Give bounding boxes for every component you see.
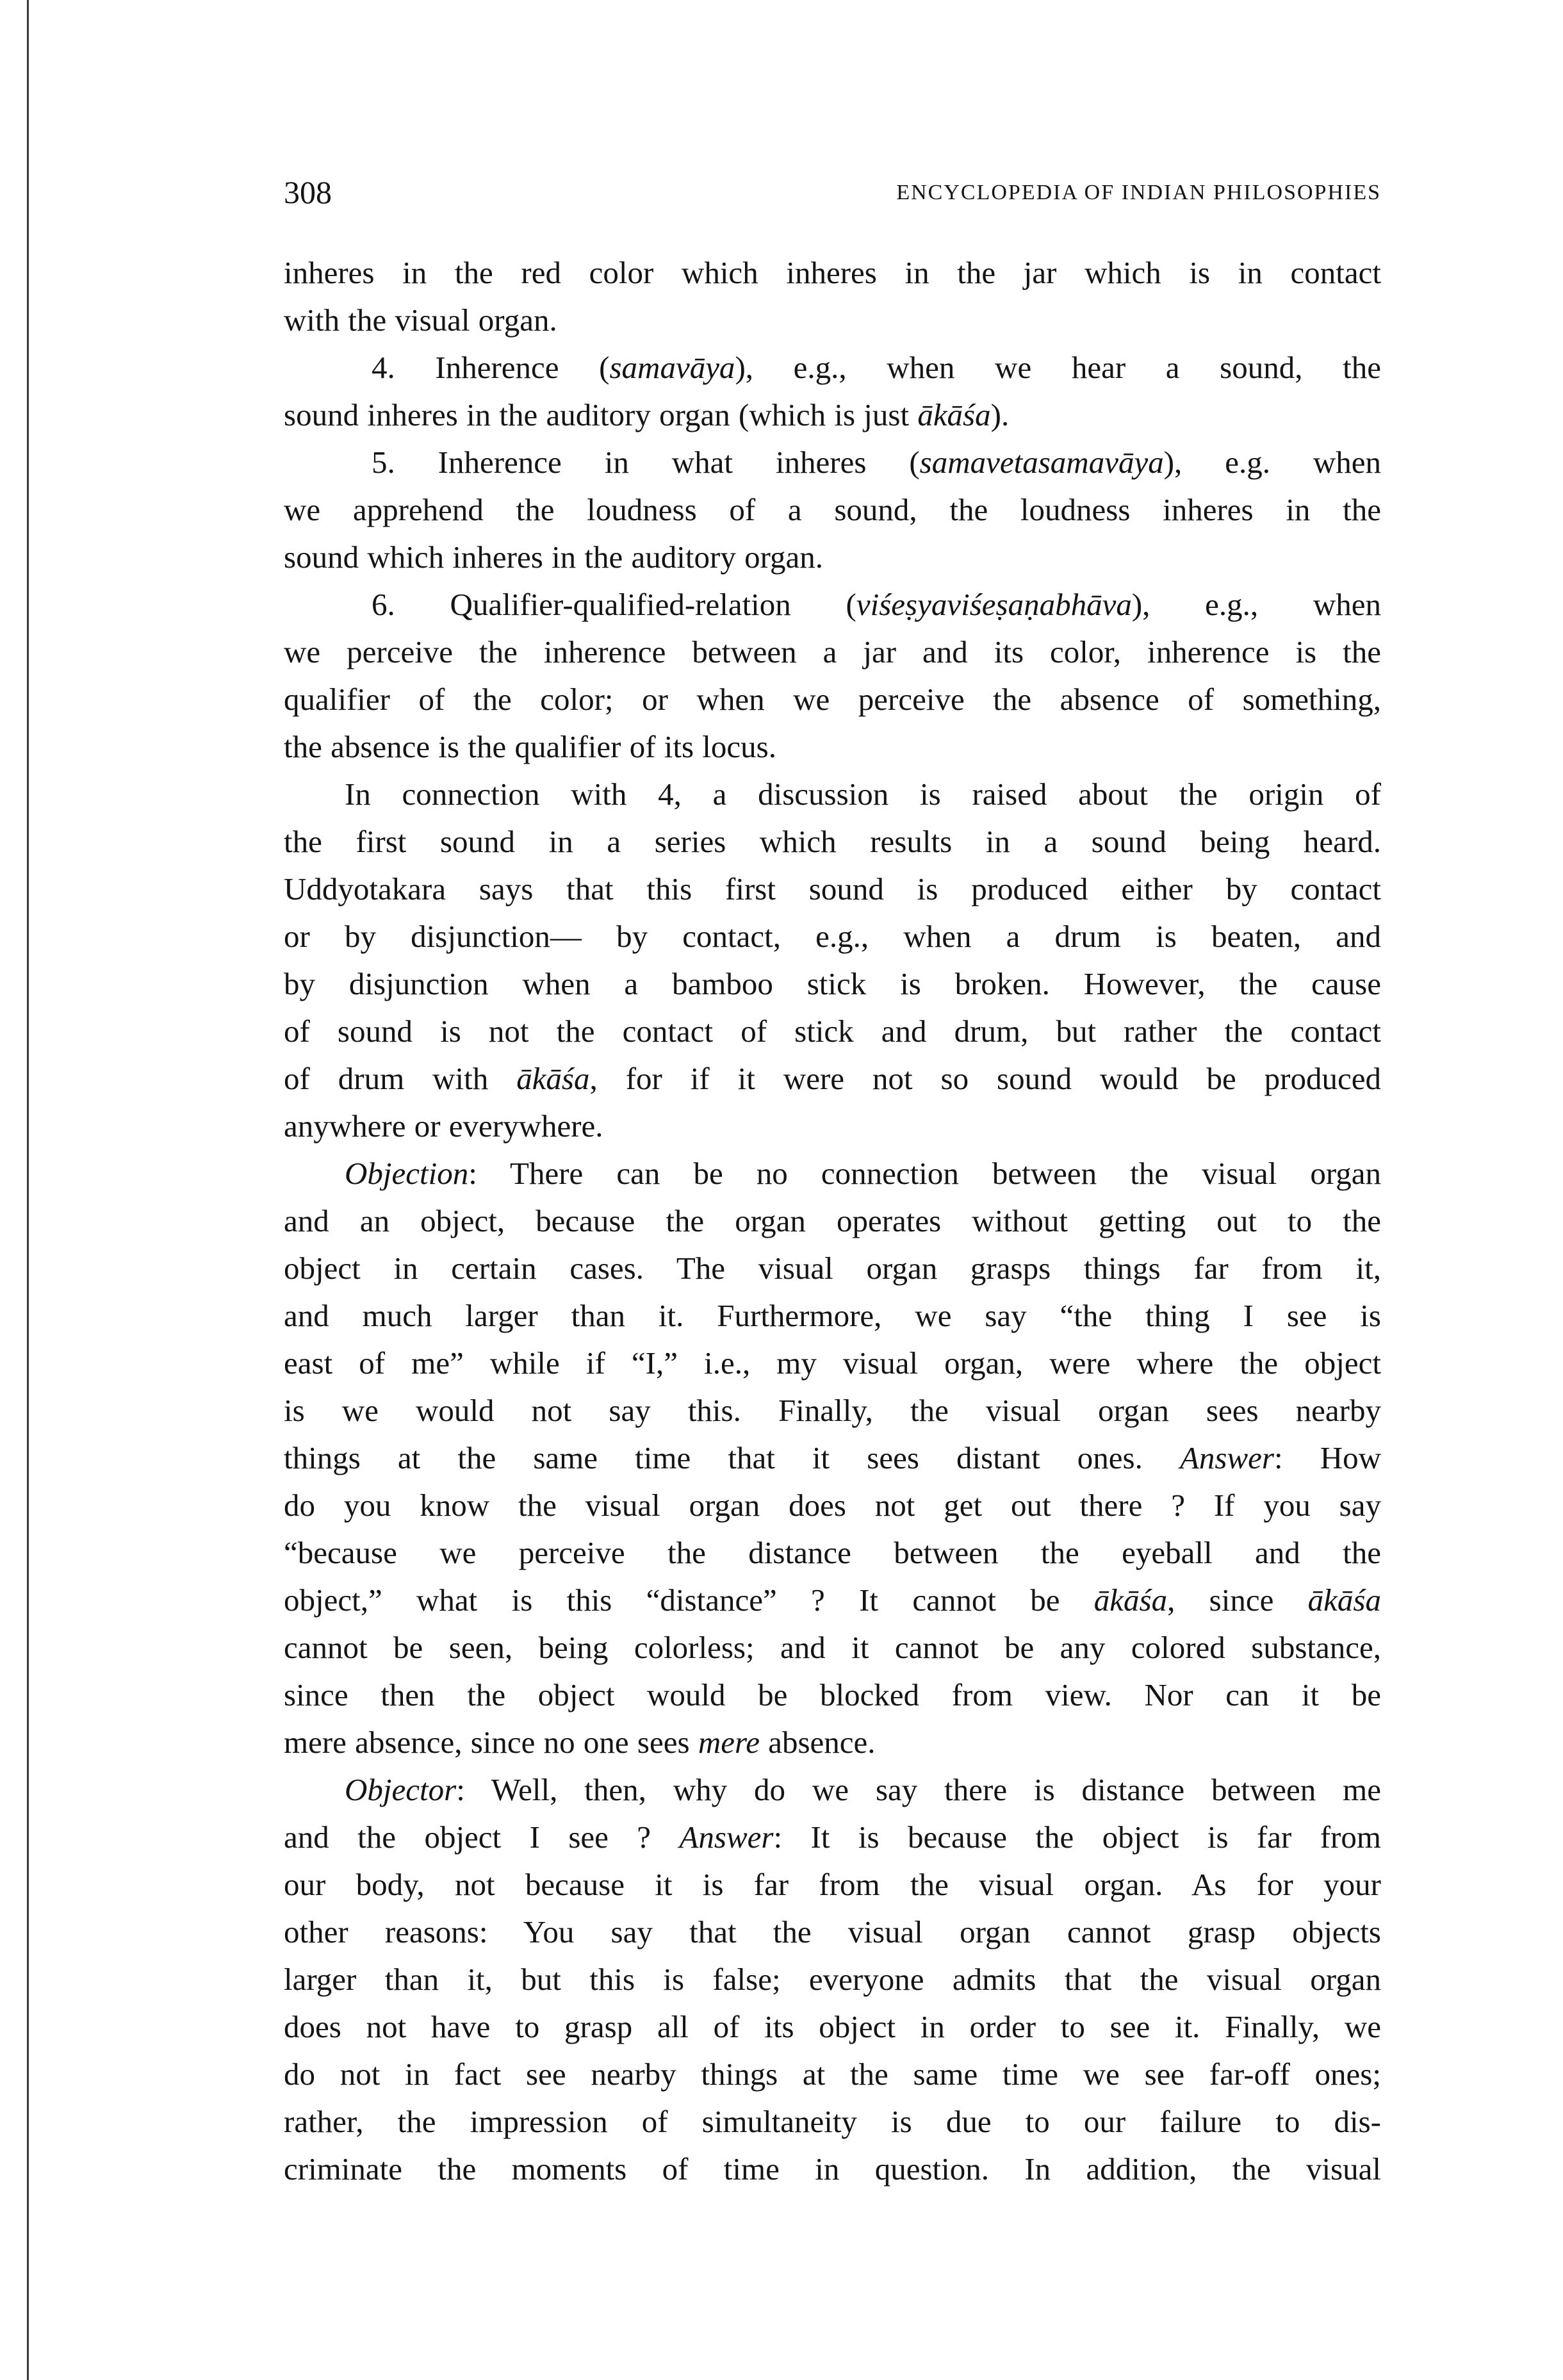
text-line — [284, 391, 1381, 439]
italic-term: ākāśa — [516, 1061, 590, 1096]
italic-term: ākāśa — [917, 397, 991, 432]
body-text — [284, 249, 1381, 2193]
text-line — [284, 1908, 1381, 1956]
text-run: ), e.g., when — [1131, 587, 1381, 622]
italic-term: ākāśa — [1093, 1582, 1168, 1618]
text-run: : There can be no connection between the visual organ — [468, 1156, 1381, 1191]
italic-term: samavāya — [609, 350, 735, 385]
text-line — [284, 2098, 1381, 2146]
text-line — [284, 1245, 1381, 1292]
text-run: , for if it were not so sound would be produced — [589, 1061, 1381, 1096]
text-line — [284, 818, 1381, 866]
text-line — [284, 1719, 1381, 1766]
text-run: inheres in the red color which inheres in the jar which is in contact — [284, 255, 1381, 290]
text-run: sound which inheres in the auditory organ. — [284, 539, 824, 575]
text-line — [284, 960, 1381, 1008]
text-run: does not have to grasp all of its object in order to see it. Finally, we — [284, 2009, 1381, 2044]
page-number: 308 — [284, 174, 332, 210]
text-line — [284, 1150, 1381, 1197]
italic-term: Answer — [679, 1819, 774, 1855]
text-line — [284, 1340, 1381, 1387]
text-run: east of me” while if “I,” i.e., my visual organ, were where the object — [284, 1345, 1381, 1381]
text-line — [284, 486, 1381, 534]
page-edge-line — [27, 0, 29, 2380]
text-line — [284, 771, 1381, 818]
text-run: “because we perceive the distance between the eyeball and the — [284, 1535, 1381, 1570]
text-run: anywhere or everywhere. — [284, 1108, 603, 1144]
text-run: ). — [990, 397, 1010, 432]
text-run: do you know the visual organ does not get out there ? If you say — [284, 1488, 1381, 1523]
text-line — [284, 1482, 1381, 1529]
text-run: by disjunction when a bamboo stick is broken. However, the cause — [284, 966, 1381, 1001]
italic-term: samavetasamavāya — [919, 445, 1164, 480]
text-line — [284, 1766, 1381, 1814]
text-run: ), e.g. when — [1163, 445, 1381, 480]
text-line — [284, 297, 1381, 344]
text-run: the first sound in a series which results in a sound being heard. — [284, 824, 1381, 859]
text-run: of sound is not the contact of stick and drum, but rather the contact — [284, 1014, 1381, 1049]
text-line — [284, 439, 1381, 486]
text-line — [284, 1814, 1381, 1861]
text-line — [284, 1624, 1381, 1671]
text-line — [284, 2051, 1381, 2098]
text-run: larger than it, but this is false; everyone admits that the visual organ — [284, 1962, 1381, 1997]
text-run: we perceive the inherence between a jar and its color, inherence is the — [284, 634, 1381, 669]
text-line — [284, 581, 1381, 628]
text-line — [284, 628, 1381, 676]
text-run: mere absence, since no one sees — [284, 1725, 698, 1760]
text-run: the absence is the qualifier of its locus. — [284, 729, 776, 764]
text-line — [284, 534, 1381, 581]
text-run: qualifier of the color; or when we perceive the absence of something, — [284, 682, 1381, 717]
text-line — [284, 1197, 1381, 1245]
text-line — [284, 1008, 1381, 1055]
text-run: ), e.g., when we hear a sound, the — [735, 350, 1381, 385]
text-line — [284, 1577, 1381, 1624]
text-line — [284, 1956, 1381, 2003]
text-run: since then the object would be blocked from view. Nor can it be — [284, 1677, 1381, 1712]
text-run: : How — [1274, 1440, 1381, 1475]
text-line — [284, 2003, 1381, 2051]
text-run: and an object, because the organ operates without getting out to the — [284, 1203, 1381, 1238]
italic-term: viśeṣyaviśeṣaṇabhāva — [856, 587, 1132, 622]
text-run: and much larger than it. Furthermore, we say “the thing I see is — [284, 1298, 1381, 1333]
text-run: 4. Inherence ( — [372, 350, 610, 385]
running-head: ENCYCLOPEDIA OF INDIAN PHILOSOPHIES — [896, 181, 1381, 204]
text-run: we apprehend the loudness of a sound, the loudness inheres in the — [284, 492, 1381, 527]
italic-term: ākāśa — [1307, 1582, 1381, 1618]
text-run: In connection with 4, a discussion is raised about the origin of — [345, 776, 1381, 812]
text-run: our body, not because it is far from the visual organ. As for your — [284, 1867, 1381, 1902]
text-run: : It is because the object is far from — [773, 1819, 1381, 1855]
text-run: sound inheres in the auditory organ (which is just — [284, 397, 918, 432]
text-run: cannot be seen, being colorless; and it cannot be any colored substance, — [284, 1630, 1381, 1665]
text-line — [284, 866, 1381, 913]
text-line — [284, 344, 1381, 391]
italic-term: Objector — [345, 1772, 457, 1807]
italic-term: Objection — [345, 1156, 469, 1191]
text-line — [284, 1055, 1381, 1103]
text-line — [284, 913, 1381, 960]
text-run: , since — [1167, 1582, 1308, 1618]
text-line — [284, 676, 1381, 723]
text-run: do not in fact see nearby things at the same time we see far-off ones; — [284, 2056, 1381, 2092]
text-run: is we would not say this. Finally, the visual organ sees nearby — [284, 1393, 1381, 1428]
text-run: other reasons: You say that the visual organ cannot grasp objects — [284, 1914, 1381, 1949]
text-line — [284, 2146, 1381, 2193]
italic-term: Answer — [1180, 1440, 1274, 1475]
text-line — [284, 1529, 1381, 1577]
text-line — [284, 1671, 1381, 1719]
text-run: object,” what is this “distance” ? It cannot be — [284, 1582, 1094, 1618]
text-line — [284, 723, 1381, 771]
text-run: with the visual organ. — [284, 302, 557, 338]
text-line — [284, 1387, 1381, 1434]
text-run: object in certain cases. The visual organ grasps things far from it, — [284, 1251, 1381, 1286]
italic-term: mere — [698, 1725, 760, 1760]
text-line — [284, 249, 1381, 297]
text-run: things at the same time that it sees distant ones. — [284, 1440, 1180, 1475]
text-run: absence. — [759, 1725, 876, 1760]
text-line — [284, 1103, 1381, 1150]
text-line — [284, 1861, 1381, 1908]
text-run: and the object I see ? — [284, 1819, 680, 1855]
text-run: or by disjunction— by contact, e.g., when a drum is beaten, and — [284, 919, 1381, 954]
text-run: rather, the impression of simultaneity is due to our failure to dis- — [284, 2104, 1381, 2139]
text-run: 5. Inherence in what inheres ( — [372, 445, 920, 480]
text-run: criminate the moments of time in question. In addition, the visual — [284, 2151, 1381, 2187]
text-line — [284, 1434, 1381, 1482]
text-run: 6. Qualifier-qualified-relation ( — [372, 587, 856, 622]
text-run: : Well, then, why do we say there is distance between me — [456, 1772, 1381, 1807]
text-run: of drum with — [284, 1061, 517, 1096]
text-line — [284, 1292, 1381, 1340]
text-run: Uddyotakara says that this first sound is produced either by contact — [284, 871, 1381, 907]
